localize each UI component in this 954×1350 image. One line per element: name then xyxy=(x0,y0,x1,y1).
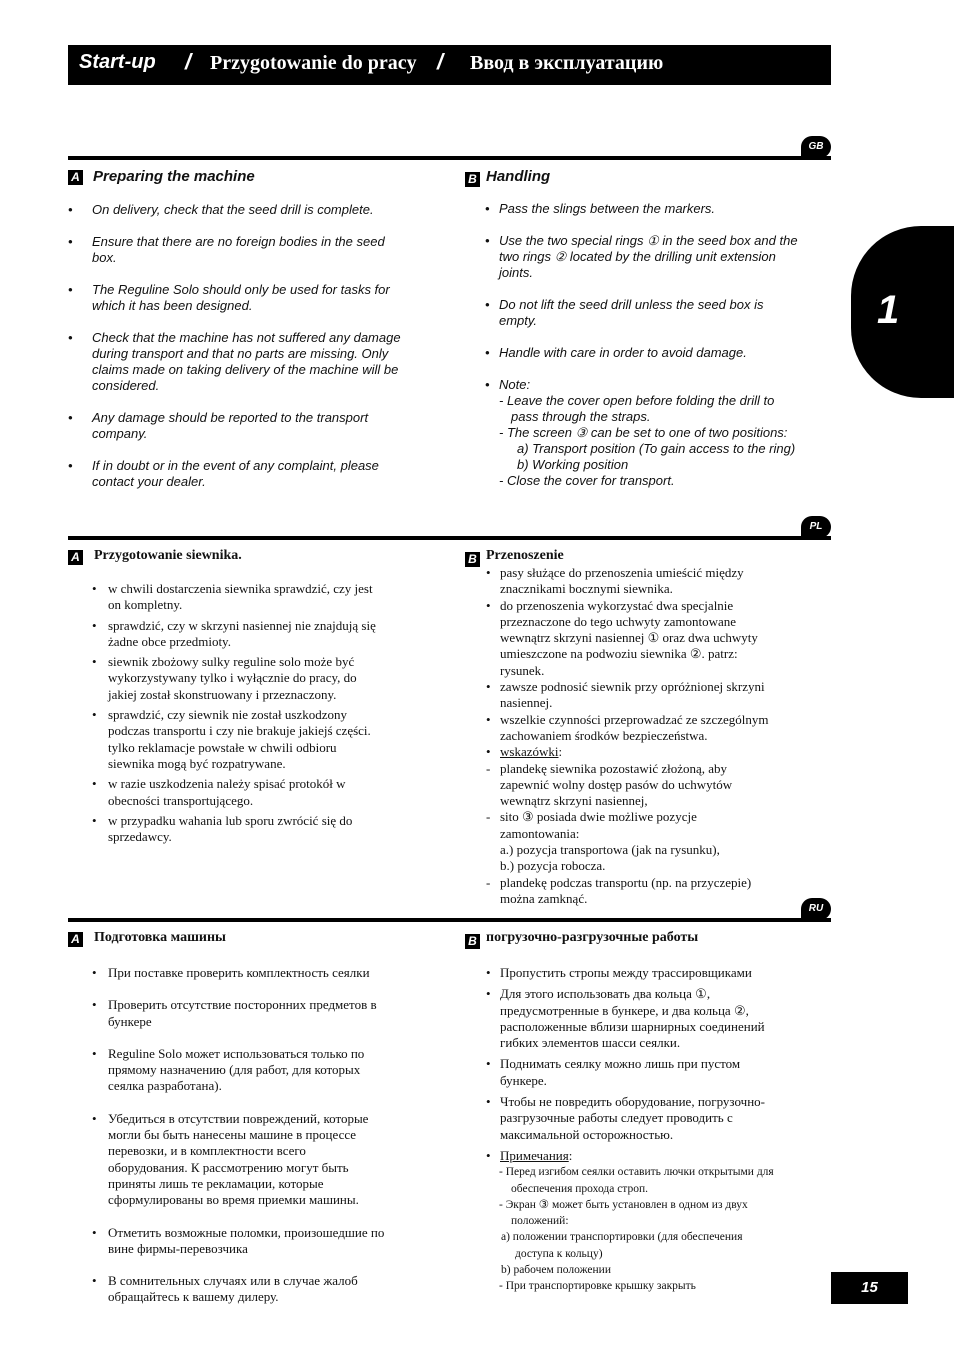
list-item: • В сомнительных случаях или в случае жалоб обращайтесь к вашему дилеру. xyxy=(92,1273,358,1305)
pl-a-list xyxy=(84,581,419,845)
list-item: • sprawdzić, czy siewnik nie został uszkodzony podczas transportu i czy nie brakuje jakiejś części. tylko reklamacje powstałe w chwili odbioru siewnika mogą być rozpatrywane. xyxy=(92,707,371,771)
list-item: • Any damage should be reported to the transport company. xyxy=(68,410,369,441)
section-marker-b: B xyxy=(465,934,480,949)
title-bar xyxy=(68,45,831,85)
chapter-number: 1 xyxy=(877,288,900,332)
title-separator: / xyxy=(437,49,444,74)
heading-pogruzochno-razgruzochnye: погрузочно-разгрузочные работы xyxy=(486,930,699,945)
gb-b-list xyxy=(475,201,810,489)
list-item: • siewnik zbożowy sulky reguline solo może być wykorzystywany tylko i wyłącznie do pracy, do jakiej został skonstruowany i przeznaczony. xyxy=(92,654,357,702)
list-item: • wszelkie czynności przeprowadzać ze szczególnym zachowaniem środków bezpieczeństwa. xyxy=(486,711,769,743)
list-item: - plandekę podczas transportu (np. na przyczepie) można zamknąć. xyxy=(486,874,752,906)
note-label: Note: xyxy=(499,377,531,392)
list-item: • On delivery, check that the seed drill is complete. xyxy=(68,202,374,217)
gb-a-list xyxy=(68,202,403,490)
note-lines: - Перед изгибом сеялки оставить лючки открытыми для обеспечения прохода строп. - Экран ③ может быть установлен в одном из двух положений: а) положении транспортировки (для обеспечения доступа к кольцу) b) рабочем положении - При транспортировке крышку закрыть xyxy=(499,1166,774,1293)
list-item: • Check that the machine has not suffered any damage during transport and that no parts are missing. Only claims made on taking delivery of the machine will be considered. xyxy=(68,330,401,393)
list-item: • Для этого использовать два кольца ①, предусмотренные в бункере, и два кольца ②, расположенные вблизи шарнирных соединений гибких элементов шасси сеялки. xyxy=(486,986,765,1051)
list-item: • do przenoszenia wykorzystać dwa specjalnie przeznaczone do tego uchwyty zamontowane wewnątrz skrzyni nasiennej ① oraz dwa uchwyty umieszczone na podwoziu siewnika ②. patrz: rysunek. xyxy=(486,597,758,678)
heading-przygotowanie-siewnika: Przygotowanie siewnika. xyxy=(94,548,242,563)
note-label: wskazówki xyxy=(500,744,559,760)
list-item: • sprawdzić, czy w skrzyni nasiennej nie znajdują się żadne obce przedmioty. xyxy=(92,617,376,649)
list-item: • Reguline Solo может использоваться только по прямому назначению (для работ, для которых сеялка разработана). xyxy=(92,1045,365,1094)
list-item: • Do not lift the seed drill unless the seed box is empty. xyxy=(485,297,764,328)
language-tag-ru: RU xyxy=(801,898,831,920)
note-block: • Note: - Leave the cover open before folding the drill to pass through the straps. - The screen ③ can be set to one of two positions: a) Transport position (To gain access to the ring) b) Working position - Close the cover for transport. xyxy=(475,377,810,489)
section-marker-a: A xyxy=(68,170,83,185)
note-label: Примечания xyxy=(500,1147,569,1163)
heading-przenoszenie: Przenoszenie xyxy=(486,548,564,563)
heading-preparing-machine: Preparing the machine xyxy=(93,168,255,185)
list-item: • Пропустить стропы между трассировщиками xyxy=(486,965,752,980)
title-ru: Ввод в эксплуатацию xyxy=(470,52,664,74)
list-item: • Ensure that there are no foreign bodies in the seed box. xyxy=(68,234,385,265)
language-tag-gb: GB xyxy=(801,136,831,158)
list-item: • zawsze podnosić siewnik przy opróżnionej skrzyni nasiennej. xyxy=(486,679,765,711)
section-rule-gb xyxy=(68,156,831,160)
list-item: - plandekę siewnika pozostawić złożoną, aby zapewnić wolny dostęp pasów do uchwytów wewnątrz skrzyni nasiennej, xyxy=(486,760,733,809)
list-item: • pasy służące do przenoszenia umieścić między znacznikami bocznymi siewnika. xyxy=(486,565,744,597)
section-rule-ru xyxy=(68,918,831,922)
list-item: • Pass the slings between the markers. xyxy=(485,201,716,216)
ru-a-list xyxy=(84,965,419,1306)
list-item: • The Reguline Solo should only be used for tasks for which it has been designed. xyxy=(68,282,390,313)
heading-handling: Handling xyxy=(486,168,551,185)
list-item: • Use the two special rings ① in the seed box and the two rings ② located by the drilling unit extension joints. xyxy=(485,233,798,280)
title-pl: Przygotowanie do pracy xyxy=(210,52,417,74)
section-rule-pl xyxy=(68,536,831,540)
note-label-row: • Примечания: xyxy=(486,1147,573,1163)
list-item: • If in doubt or in the event of any complaint, please contact your dealer. xyxy=(68,458,379,489)
list-item: • Отметить возможные поломки, произошедшие по вине фирмы-перевозчика xyxy=(92,1224,385,1256)
list-item: • w razie uszkodzenia należy spisać protokół w obecności transportującego. xyxy=(92,776,346,808)
list-item: • Убедиться в отсутствии повреждений, которые могли бы быть нанесены машине в процессе перевозки, и в комплектности всего оборудования. К рассмотрению могут быть приняты лишь те рекламации, которые сформулированы во время приемки машины. xyxy=(92,1110,369,1208)
list-item: • w przypadku wahania lub sporu zwrócić się do sprzedawcy. xyxy=(92,812,353,845)
list-item: • При поставке проверить комплектность сеялки xyxy=(92,965,370,980)
list-item: • Handle with care in order to avoid damage. xyxy=(485,345,747,360)
pl-b-list xyxy=(476,565,811,907)
list-item: • Проверить отсутствие посторонних предметов в бункере xyxy=(92,997,377,1029)
list-item: • Чтобы не повредить оборудование, погрузочно- разгрузочные работы следует проводить с максимальной осторожностью. xyxy=(486,1094,765,1142)
title-en: Start-up xyxy=(79,51,156,73)
section-marker-b: B xyxy=(465,552,480,567)
section-marker-a: A xyxy=(68,550,83,565)
heading-podgotovka-mashiny: Подготовка машины xyxy=(94,930,226,945)
section-marker-a: A xyxy=(68,932,83,947)
title-separator: / xyxy=(185,49,192,74)
ru-b-list xyxy=(476,965,811,1295)
list-item: - sito ③ posiada dwie możliwe pozycje zamontowania: a.) pozycja transportowa (jak na rysunku), b.) pozycja robocza. xyxy=(486,809,720,874)
chapter-tab xyxy=(851,226,954,398)
note-label-row: • wskazówki: xyxy=(486,744,563,760)
language-tag-pl: PL xyxy=(801,516,831,538)
page-number: 15 xyxy=(831,1272,908,1304)
list-item: • w chwili dostarczenia siewnika sprawdzić, czy jest on kompletny. xyxy=(92,581,373,613)
section-marker-b: B xyxy=(465,172,480,187)
list-item: • Поднимать сеялку можно лишь при пустом бункере. xyxy=(486,1056,741,1088)
